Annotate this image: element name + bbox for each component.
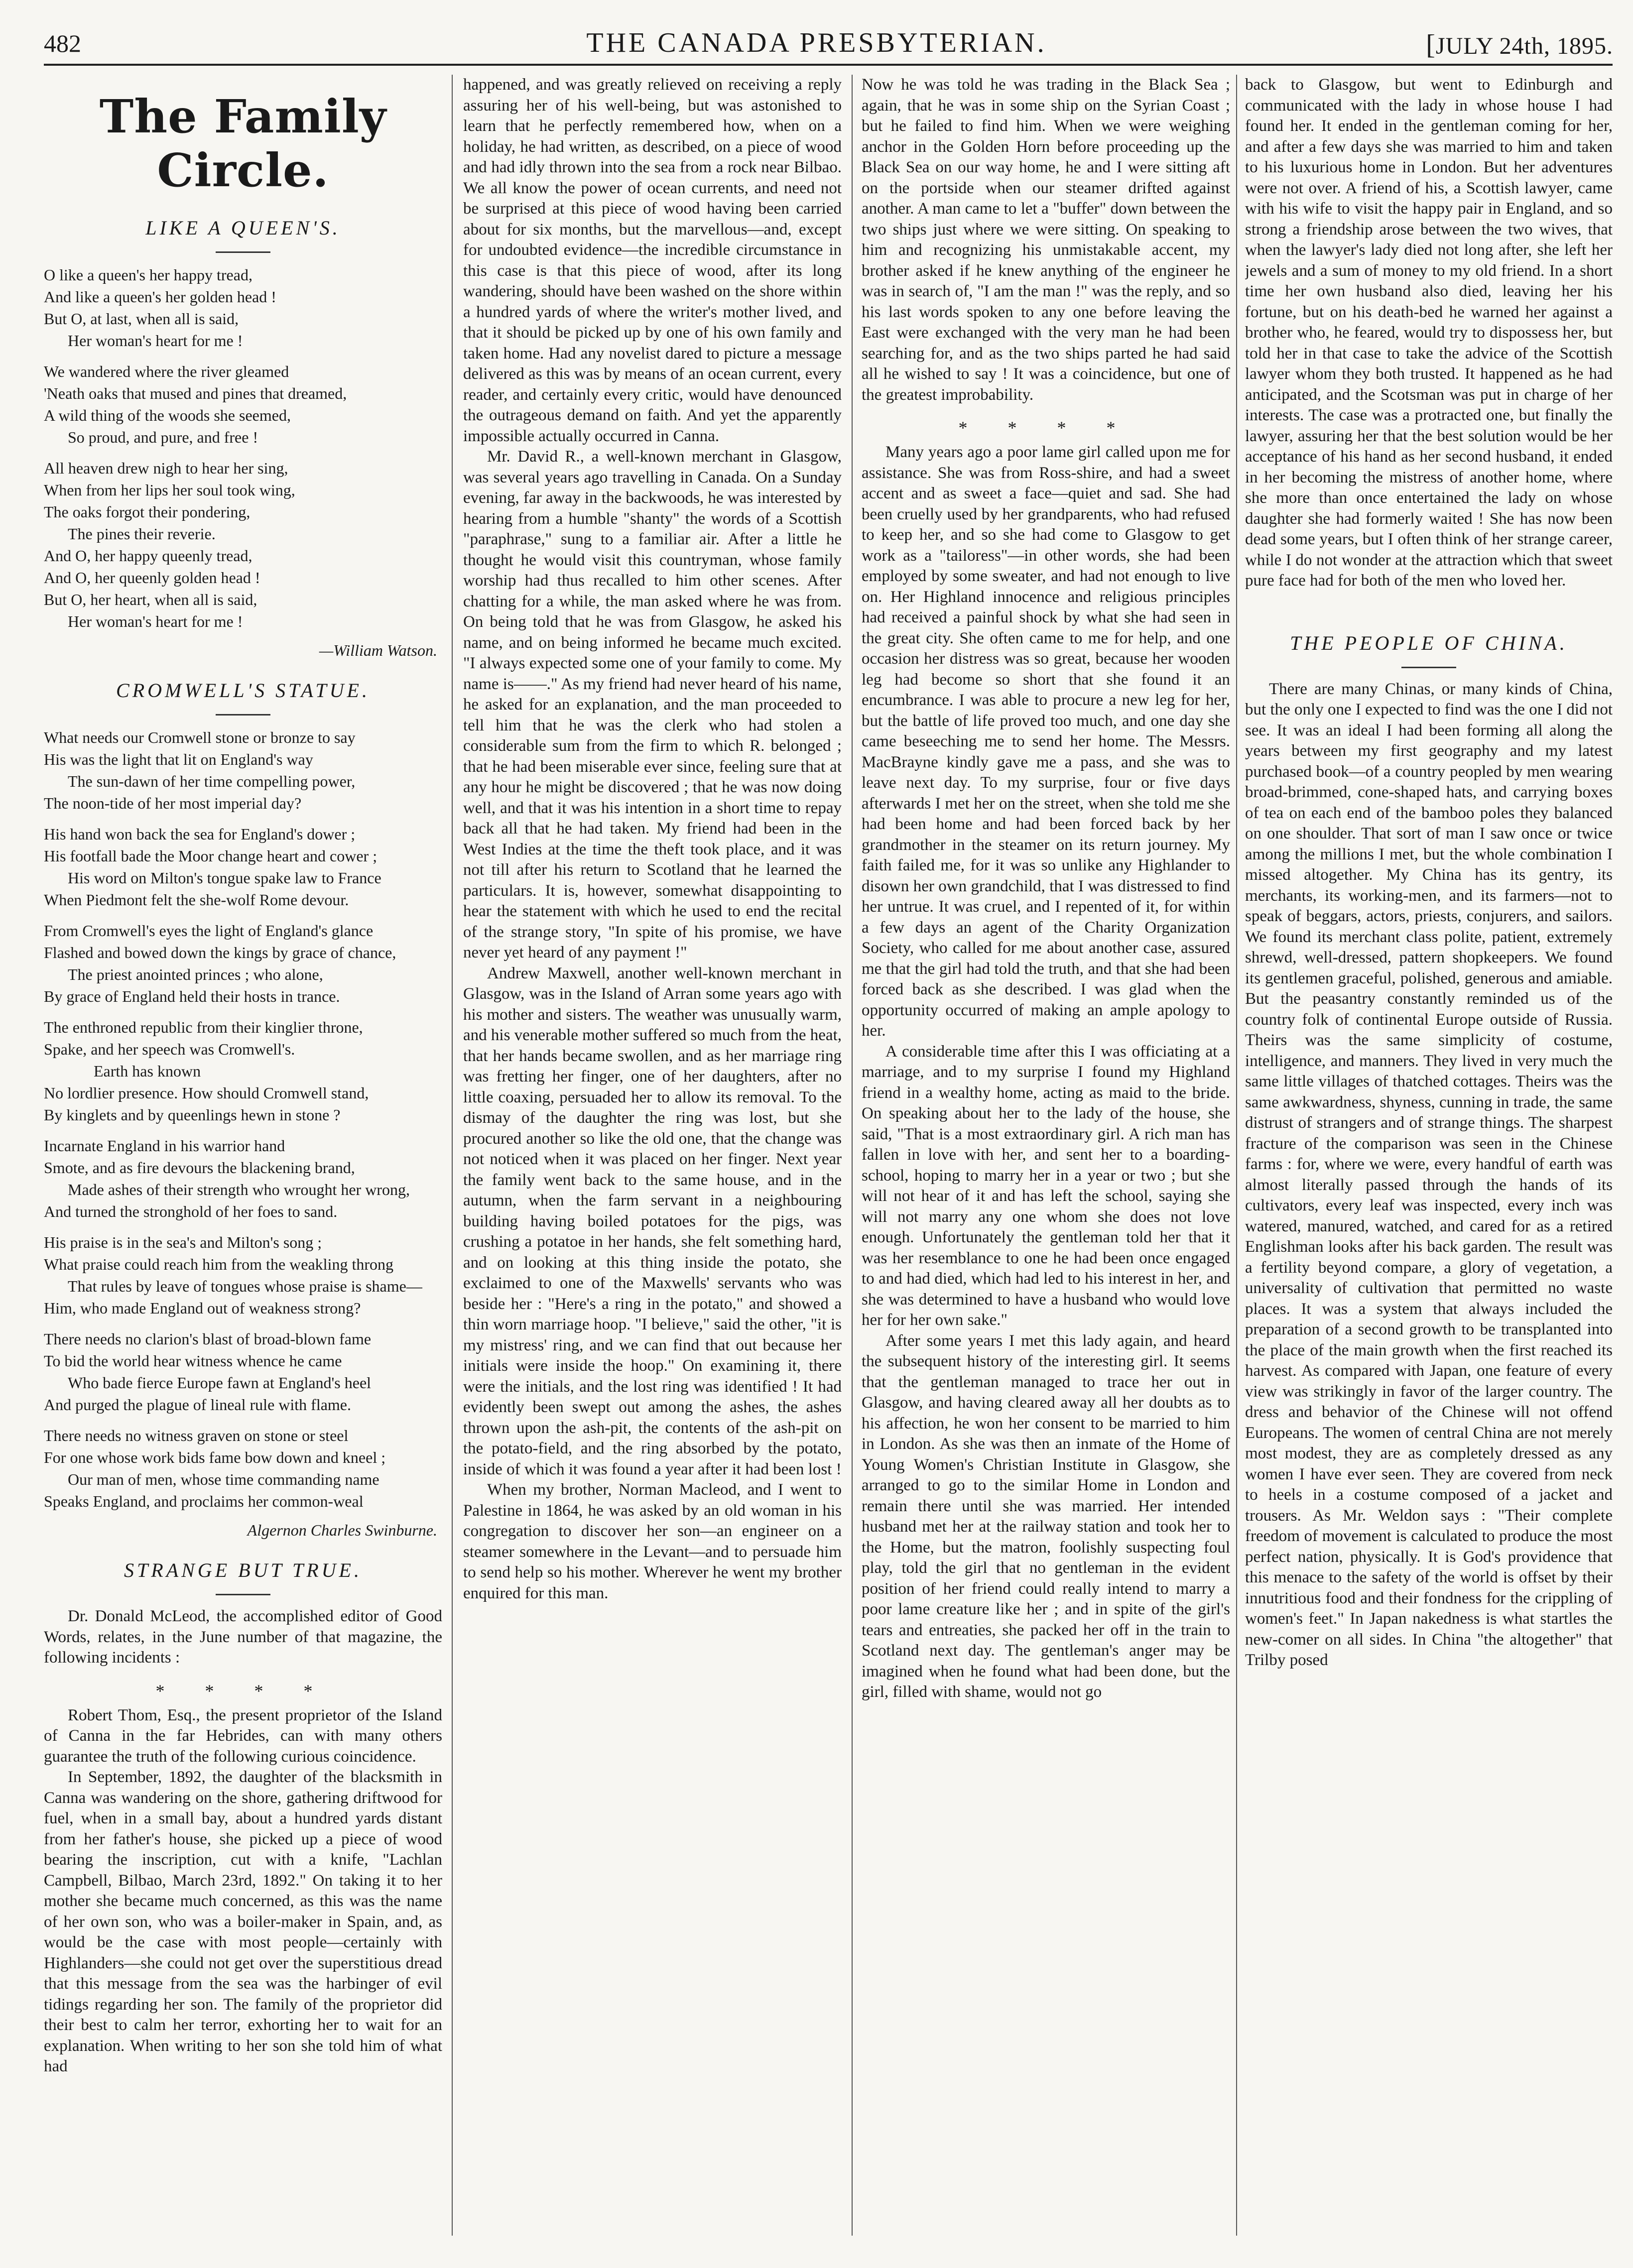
column-2 bbox=[463, 75, 842, 2251]
article-paragraph: back to Glasgow, but went to Edinburgh and communicated with the lady in whose house I had found her. It ended in the gentleman coming for her, and after a few days she was married to him and taken to his luxurious home in London. But her adventures were not over. A friend of his, a Scottish lawyer, came with his wife to visit the happy pair in England, and so strong a friendship arose between the two wives, that when the lawyer's lady died not long after, she left her jewels and a sum of money to my old friend. In a short time her own husband also died, leaving her his fortune, but on his death-bed he warned her against a brother who, he feared, would try to dispossess her, but told her in that case to take the advice of the Scottish lawyer whom they both trusted. It happened as he had anticipated, and the Scotsman was put in charge of her interests. The case was a protracted one, but finally the lawyer, assuring her that the best solution would be her acceptance of his hand as her second husband, it ended in her becoming the mistress of another home, where she more than once entertained the lady on whose daughter she had formerly waited ! She has now been dead some years, but I often think of her strange career, while I do not wonder at the attraction which that sweet pure face had for both of the men who loved her. bbox=[1245, 76, 1613, 590]
article-paragraph: There are many Chinas, or many kinds of China, but the only one I expected to find was the one I did not see. It was an ideal I had been forming all along the years between my first geography and my latest purchased book—of a country peopled by men wearing broad-brimmed, cone-shaped hats, and carrying boxes of tea on each end of the bamboo poles they balanced on one shoulder. That sort of man I saw once or twice among the millions I met, but the whole combination I missed altogether. My China has its gentry, its merchants, its working-men, and its farmers—not to speak of beggars, actors, priests, conjurers, and sailors. We found its merchant class polite, patient, extremely shrewd, well-dressed, pattern shopkeepers. We found its gentlemen graceful, polished, generous and amiable. But the peasantry constantly reminded us of the country folk of continental Europe outside of Russia. Theirs was the same simplicity of costume, intelligence, and manners. They lived in very much the same little villages of thatched cottages. Theirs was the same awkwardness, shyness, cunning in trade, the same distrust of strangers and of strange things. The sharpest fracture of the comparison was seen in the Chinese farms : for, where we were, every handful of earth was almost literally passed through the hands of its cultivators, every leaf was inspected, every inch was watered, manured, watched, and cared for as a retired Englishman looks after his back garden. The result was a fertility beyond compare, a glory of vegetation, a universality of cultivation that permitted no waste places. It was a system that always included the preparation of a second growth to be transplanted into the place of the main growth when the first reached its harvest. As compared with Japan, one feature of every view was strikingly in favor of the larger country. The dress and behavior of the Chinese will not offend Europeans. The women of central China are not merely most modest, they are as completely dressed as any women I have ever seen. They are covered from neck to heels in a costume composed of a jacket and trousers. As Mr. Weldon says : "Their complete freedom of movement is calculated to produce the most perfect nation, physically. It is God's providence that this menace to the safety of the world is offset by their innutritious food and their fondness for the crippling of women's feet." In Japan nakedness is what startles the new-comer on all sides. In China "the altogether" that Trilby posed bbox=[1245, 680, 1613, 1669]
article-paragraph: When my brother, Norman Macleod, and I went to Palestine in 1864, he was asked by an old woman in his congregation to discover her son—an engineer on a steamer somewhere in the Levant—and to persuade him to send help so his mother. Wherever he went my brother enquired for this man. bbox=[463, 1481, 842, 1602]
poem-line: No lordlier presence. How should Cromwell stand, bbox=[44, 1084, 369, 1102]
section-separator: * * * * bbox=[155, 1680, 331, 1701]
poem-line: By kinglets and by queenlings hewn in stone ? bbox=[44, 1106, 341, 1124]
article-strange-but-true-part-2 bbox=[463, 75, 842, 1604]
article-paragraph: After some years I met this lady again, and heard the subsequent history of the interesting girl. It seems that the gentleman managed to trace her out in Glasgow, and having cleared away all her doubts as to his affection, he won her consent to be married to him in London. As she was then an inmate of the Home of Young Women's Christian Institute in Glasgow, she arranged to go to the similar Home in London and remain there until she was married. Her intended husband met her at the railway station and took her to the Home, but the matron, foolishly suspecting foul play, told the girl that no gentleman in the evident position of her friend could really intend to marry a poor lame creature like her ; and in spite of the girl's tears and entreaties, she packed her off in the train to Scotland next day. The gentleman's anger may be imagined when he found what had been done, but the girl, filled with shame, would not go bbox=[862, 1331, 1230, 1701]
poem-line: We wandered where the river gleamed bbox=[44, 362, 289, 380]
column-divider bbox=[1236, 75, 1237, 2236]
poem-line: His footfall bade the Moor change heart and cower ; bbox=[44, 847, 377, 865]
article-title-strange-but-true: STRANGE BUT TRUE. bbox=[124, 1559, 362, 1581]
article-paragraph: Dr. Donald McLeod, the accomplished editor of Good Words, relates, in the June number of that magazine, the following incidents : bbox=[44, 1607, 442, 1667]
poem-like-a-queens bbox=[44, 264, 442, 660]
poem-stanza bbox=[44, 1016, 442, 1126]
section-rule bbox=[216, 251, 270, 253]
poem-line: And O, her queenly golden head ! bbox=[44, 569, 260, 587]
article-paragraph: happened, and was greatly relieved on receiving a reply assuring her of his well-being, but was astonished to learn that he perfectly remembered how, when on a holiday, he had written, as described, on a piece of wood and had idly thrown into the sea from a rock near Bilbao. We all know the power of ocean currents, and need not be surprised at this piece of wood having been carried about for six months, but the marvellous—and, except for undoubted evidence—the incredible circumstance in this case is that this piece of wood, after its long wandering, should have been washed on the shore within a hundred yards of where the writer's mother lived, and that it should be picked up by one of his own family and taken home. Had any novelist dared to picture a message delivered as this was by means of an ocean current, every reader, and certainly every critic, would have denounced the outrageous demand on faith. And yet the apparently impossible actually occurred in Canna. bbox=[463, 76, 842, 445]
article-strange-but-true-part-4 bbox=[1245, 75, 1613, 592]
article-paragraph: Now he was told he was trading in the Black Sea ; again, that he was in some ship on the Syrian Coast ; but he failed to find him. When we were weighing anchor in the Golden Horn before proceeding up the Black Sea on our way home, he and I were sitting aft on the portside when our steamer drifted against another. A man came to let a "buffer" down between the two ships just where we were sitting. On speaking to him and recognizing his unmistakable accent, my brother asked if he knew anything of the engineer he was in search of, "I am the man !" was the reply, and so his last words spoken to any one before leaving the East were exchanged with the very man he had been searching for, and as the two ships parted he had said all he wished to say ! It was a coincidence, but one of the greatest improbability. bbox=[862, 76, 1230, 404]
article-paragraph: Many years ago a poor lame girl called upon me for assistance. She was from Ross-shire, and had a sweet accent and as sweet a face—quiet and sad. She had been cruelly used by her grandparents, who had refused to keep her, and so she had come to Glasgow to get work as a "tailoress"—in other words, she had been employed by some sweater, and had not enough to live on. Her Highland innocence and religious principles had received a painful shock by what she had seen in the great city. She often came to me for help, and one occasion her distress was so great, because her wooden leg had become so short that she found it an encumbrance. I was able to procure a new leg for her, but the battle of life proved too much, and one day she came beseeching me to send her home. The Messrs. MacBrayne kindly gave me a pass, and she was to leave next day. To my surprise, four or five days afterwards I met her on the street, when she told me she had been home and had been forced back by her grandmother in the steamer on its return journey. My faith failed me, for it was so unlike any Highlander to disown her own grandchild, that I was distressed to find her untrue. It was cruel, and I repented of it, for within a few days an agent of the Charity Organization Society, who called for me about another case, assured me that the girl had told the truth, and that she had been forced back as she described. I was glad when the opportunity occurred of making an ample apology to her. bbox=[862, 443, 1230, 1040]
family-circle-heading: The Family Circle. bbox=[99, 90, 387, 197]
column-3 bbox=[862, 75, 1230, 2251]
poem-line: Smote, and as fire devours the blackening brand, bbox=[44, 1159, 355, 1177]
poem-line: To bid the world hear witness whence he came bbox=[44, 1352, 342, 1370]
poem-line: Who bade fierce Europe fawn at England's heel bbox=[68, 1374, 372, 1392]
poem-line: That rules by leave of tongues whose praise is shame— bbox=[68, 1277, 422, 1295]
poem-cromwells-statue bbox=[44, 726, 442, 1540]
article-strange-but-true-part-1 bbox=[44, 1606, 442, 2077]
poem-line: And turned the stronghold of her foes to sand. bbox=[44, 1202, 338, 1220]
poem-line: Our man of men, whose time commanding name bbox=[68, 1470, 379, 1488]
poem-line: Spake, and her speech was Cromwell's. bbox=[44, 1040, 295, 1058]
poem-author: Algernon Charles Swinburne. bbox=[247, 1521, 437, 1539]
poem-title-cromwells-statue: CROMWELL'S STATUE. bbox=[116, 679, 370, 702]
column-4 bbox=[1245, 75, 1613, 2251]
poem-line: When from her lips her soul took wing, bbox=[44, 481, 295, 499]
poem-line: A wild thing of the woods she seemed, bbox=[44, 406, 291, 424]
page-header bbox=[0, 20, 1633, 60]
poem-line: By grace of England held their hosts in trance. bbox=[44, 987, 340, 1005]
poem-line: His hand won back the sea for England's dower ; bbox=[44, 825, 356, 843]
poem-line: The sun-dawn of her time compelling power, bbox=[68, 772, 356, 790]
publication-title: THE CANADA PRESBYTERIAN. bbox=[586, 27, 1047, 58]
poem-line: The oaks forgot their pondering, bbox=[44, 503, 251, 521]
poem-stanza bbox=[44, 360, 442, 448]
section-rule bbox=[1401, 667, 1456, 668]
article-title-people-of-china: THE PEOPLE OF CHINA. bbox=[1290, 631, 1568, 654]
article-paragraph: A considerable time after this I was officiating at a marriage, and to my surprise I found my Highland friend in a wealthy home, acting as maid to the bride. On speaking about her to the lady of the house, she said, "That is a most extraordinary girl. A rich man has fallen in love with her, and sent her to a boarding-school, hoping to marry her in a year or two ; but she will not hear of it and has left the school, saying she will not marry any one whom she does not love enough. Unfortunately the gentleman told her that it was her resemblance to one he had been once engaged to and had died, which had led to his interest in her, and she was determined to have a husband who would love her for her own sake." bbox=[862, 1042, 1230, 1329]
poem-line: Speaks England, and proclaims her common-weal bbox=[44, 1492, 364, 1510]
poem-stanza bbox=[44, 1425, 442, 1512]
poem-line: Incarnate England in his warrior hand bbox=[44, 1137, 285, 1155]
article-paragraph: Robert Thom, Esq., the present proprietor of the Island of Canna in the far Hebrides, can with many others guarantee the truth of the following curious coincidence. bbox=[44, 1706, 442, 1766]
article-paragraph: Mr. David R., a well-known merchant in Glasgow, was several years ago travelling in Canada. On a Sunday evening, far away in the backwoods, he was interested by hearing from a humble "shanty" the words of a Scottish "paraphrase," sung to a familiar air. After a little he thought he would visit this countryman, whose family worship had thus recalled to him other scenes. After chatting for a while, the man asked where he was from. On being told that he was from Glasgow, he asked his name, and on being informed he became much excited. "I always expected some one of your family to come. My name is——." As my friend had never heard of his name, he asked for an explanation, and the man proceeded to tell him that he was the clerk who had stolen a considerable sum from the firm to which R. belonged ; that he had been miserable ever since, feeling sure that at any hour he might be discovered ; that he was now doing well, and that it was his intention in a short time to repay back all that he had taken. My friend had been in the West Indies at the time the theft took place, and it was not till after his return to Scotland that he learned the particulars. It is, however, somewhat disappointing to hear the statement with which he used to end the recital of the strange story, "In spite of his promise, we have never yet heard of any payment !" bbox=[463, 448, 842, 961]
poem-line: For one whose work bids fame bow down and kneel ; bbox=[44, 1448, 386, 1466]
poem-line: The enthroned republic from their kinglier throne, bbox=[44, 1018, 363, 1036]
poem-author: —William Watson. bbox=[319, 641, 437, 659]
section-rule bbox=[216, 714, 270, 716]
poem-line: What needs our Cromwell stone or bronze to say bbox=[44, 728, 356, 746]
poem-line: And like a queen's her golden head ! bbox=[44, 288, 276, 306]
poem-line: And O, her happy queenly tread, bbox=[44, 547, 252, 565]
column-1 bbox=[44, 75, 442, 2251]
section-rule bbox=[216, 1594, 270, 1595]
article-paragraph: In September, 1892, the daughter of the blacksmith in Canna was wandering on the shore, gathering driftwood for fuel, when in a small bay, about a hundred yards distant from her father's house, she picked up a piece of wood bearing the inscription, cut with a knife, "Lachlan Campbell, Bilbao, March 23rd, 1892." On taking it to her mother she became much concerned, as this was the name of her own son, who was a boiler-maker in Spain, and, as would be the case with most people—certainly with Highlanders—she could not get over the superstitious dread that this message from the sea was the harbinger of evil tidings regarding her son. The family of the proprietor did their best to calm her terror, exhorting her to wait for an explanation. When writing to her son she told him of what had bbox=[44, 1768, 442, 2075]
poem-line: The noon-tide of her most imperial day? bbox=[44, 794, 302, 812]
article-strange-but-true-part-3 bbox=[862, 75, 1230, 1703]
page-number: 482 bbox=[44, 29, 81, 57]
poem-stanza bbox=[44, 726, 442, 814]
poem-stanza bbox=[44, 1135, 442, 1222]
poem-line: There needs no witness graven on stone or steel bbox=[44, 1427, 349, 1444]
poem-line: When Piedmont felt the she-wolf Rome devour. bbox=[44, 891, 349, 909]
poem-line: What praise could reach him from the weakling throng bbox=[44, 1255, 393, 1273]
poem-stanza bbox=[44, 1231, 442, 1319]
column-divider bbox=[452, 75, 453, 2236]
poem-line: The priest anointed princes ; who alone, bbox=[68, 965, 323, 983]
poem-line: Made ashes of their strength who wrought her wrong, bbox=[68, 1181, 410, 1198]
poem-line: But O, at last, when all is said, bbox=[44, 310, 239, 328]
section-separator: * * * * bbox=[958, 418, 1133, 438]
poem-line: Her woman's heart for me ! bbox=[68, 612, 243, 630]
poem-line: Her woman's heart for me ! bbox=[68, 332, 243, 350]
poem-line: His praise is in the sea's and Milton's song ; bbox=[44, 1233, 322, 1251]
poem-stanza bbox=[44, 920, 442, 1007]
date-bracket: [ bbox=[1426, 29, 1436, 60]
poem-line: His was the light that lit on England's way bbox=[44, 750, 313, 768]
poem-stanza bbox=[44, 1328, 442, 1416]
poem-line: Earth has known bbox=[94, 1062, 201, 1080]
poem-line: His word on Milton's tongue spake law to France bbox=[68, 869, 381, 887]
poem-line: There needs no clarion's blast of broad-blown fame bbox=[44, 1330, 372, 1348]
poem-line: The pines their reverie. bbox=[68, 525, 216, 543]
poem-line: And purged the plague of lineal rule with flame. bbox=[44, 1396, 351, 1414]
issue-date-text: JULY 24th, 1895. bbox=[1435, 33, 1613, 59]
header-rule bbox=[44, 64, 1613, 66]
poem-line: But O, her heart, when all is said, bbox=[44, 591, 257, 608]
poem-title-like-a-queens: LIKE A QUEEN'S. bbox=[145, 217, 341, 239]
poem-line: From Cromwell's eyes the light of England's glance bbox=[44, 922, 374, 940]
poem-stanza bbox=[44, 457, 442, 632]
poem-line: Flashed and bowed down the kings by grace of chance, bbox=[44, 944, 396, 961]
poem-line: All heaven drew nigh to hear her sing, bbox=[44, 459, 288, 477]
issue-date bbox=[1426, 29, 1613, 61]
poem-stanza bbox=[44, 264, 442, 352]
article-paragraph: Andrew Maxwell, another well-known merchant in Glasgow, was in the Island of Arran some years ago with his mother and sisters. The weather was unusually warm, and his venerable mother suffered so much from the heat, that her hands became swollen, and as her marriage ring was fretting her finger, one of her daughters, after no little coaxing, persuaded her to allow its removal. To the dismay of the daughter the ring was lost, but she procured another so like the old one, that the change was not noticed when it was placed on her finger. Next year the family went back to the same house, and in the autumn, when the farm servant in a neighbouring building having boiled potatoes for the pigs, was crushing a potatoe in her hands, she felt something hard, and on looking at this thing inside the potato, she exclaimed to one of the Maxwells' servants who was beside her : "Here's a ring in the potato," and showed a thin worn marriage hoop. "I believe," said the other, "it is my mistress' ring, and we can find that out because her initials were inside the hoop." On examining it, there were the initials, and the lost ring was identified ! It had evidently been swept out among the ashes, the ashes thrown upon the ash-pit, the contents of the ash-pit on the potato-field, and the ring absorbed by the potato, inside of which it was found a year after it had been lost ! bbox=[463, 964, 842, 1478]
poem-line: O like a queen's her happy tread, bbox=[44, 266, 252, 284]
poem-line: 'Neath oaks that mused and pines that dreamed, bbox=[44, 384, 347, 402]
column-divider bbox=[852, 75, 853, 2236]
article-people-of-china bbox=[1245, 679, 1613, 1671]
poem-line: So proud, and pure, and free ! bbox=[68, 428, 258, 446]
poem-line: Him, who made England out of weakness strong? bbox=[44, 1299, 361, 1317]
poem-stanza bbox=[44, 823, 442, 911]
